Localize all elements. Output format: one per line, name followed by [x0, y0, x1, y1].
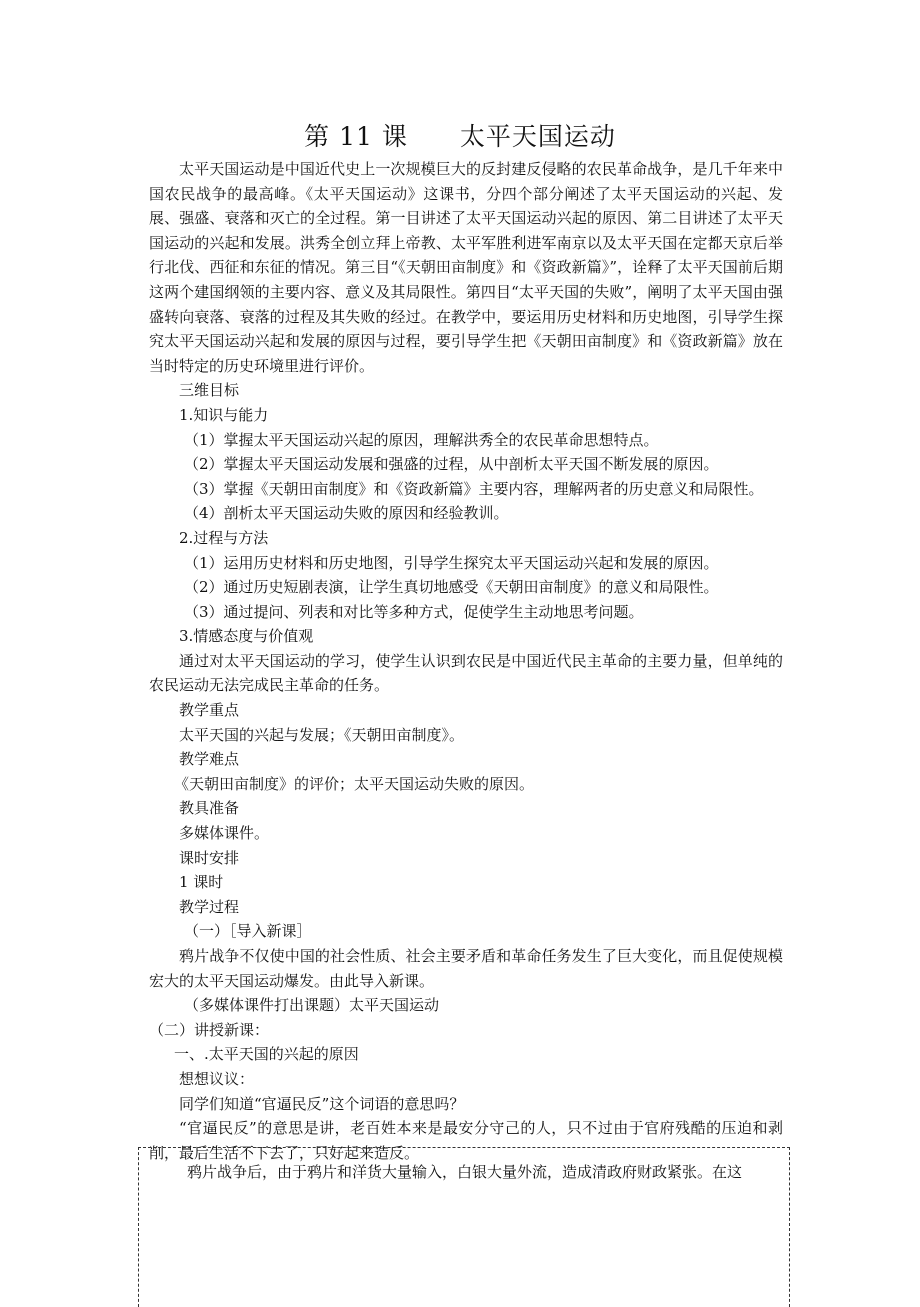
- schedule-heading: 课时安排: [179, 848, 240, 867]
- process-method-item: （3）通过提问、列表和对比等多种方式，促使学生主动地思考问题。: [184, 602, 644, 621]
- knowledge-item: （2）掌握太平天国运动发展和强盛的过程，从中剖析太平天国不断发展的原因。: [184, 455, 719, 474]
- think-heading: 想想议议：: [179, 1069, 255, 1088]
- key-points-heading: 教学重点: [179, 701, 240, 720]
- emotion-heading: 3.情感态度与价值观: [179, 627, 314, 646]
- intro-lesson-heading: （一）［导入新课］: [184, 922, 312, 941]
- goals-heading: 三维目标: [179, 381, 240, 400]
- process-method-item: （1）运用历史材料和历史地图，引导学生探究太平天国运动兴起和发展的原因。: [184, 553, 719, 572]
- tools-heading: 教具准备: [179, 799, 240, 818]
- intro-paragraph: 太平天国运动是中国近代史上一次规模巨大的反封建反侵略的农民革命战争，是几千年来中国农民战争的最高峰。《太平天国运动》这课书，分四个部分阐述了太平天国运动的兴起、发展、强盛、衰落和灭亡的全过程。第一目讲述了太平天国运动兴起的原因、第二目讲述了太平天国运动的兴起和发展。洪秀全创立拜上帝教、太平军胜利进军南京以及太平天国在定都天京后举行北伐、西征和东征的情况。第三目“《天朝田亩制度》和《资政新篇》”，诠释了太平天国前后期这两个建国纲领的主要内容、意义及其局限性。第四目“太平天国的失败”，阐明了太平天国由强盛转向衰落、衰落的过程及其失败的经过。在教学中，要运用历史材料和历史地图，引导学生探究太平天国运动兴起和发展的原因与过程，要引导学生把《天朝田亩制度》和《资政新篇》放在当时特定的历史环境里进行评价。: [149, 160, 783, 375]
- lesson-name: 太平天国运动: [459, 122, 616, 151]
- process-method-heading: 2.过程与方法: [179, 528, 269, 547]
- key-points-text: 太平天国的兴起与发展；《天朝田亩制度》。: [179, 725, 465, 744]
- process-method-item: （2）通过历史短剧表演，让学生真切地感受《天朝田亩制度》的意义和局限性。: [184, 578, 719, 597]
- emotion-text: 通过对太平天国运动的学习，使学生认识到农民是中国近代民主革命的主要力量，但单纯的农民运动无法完成民主革命的任务。: [149, 651, 783, 695]
- tools-text: 多媒体课件。: [179, 824, 270, 843]
- document-body: [149, 157, 783, 1165]
- schedule-text: 1 课时: [179, 873, 224, 892]
- teaching-process-heading: 教学过程: [179, 897, 240, 916]
- question-text: 同学们知道“官逼民反”这个词语的意思吗？: [179, 1094, 465, 1113]
- knowledge-item: （4）剖析太平天国运动失败的原因和经验教训。: [184, 504, 509, 523]
- dashed-text-box: [138, 1147, 790, 1307]
- lesson-number: 第 11 课: [304, 122, 408, 151]
- intro-lesson-note: （多媒体课件打出课题）太平天国运动: [184, 996, 440, 1015]
- knowledge-item: （3）掌握《天朝田亩制度》和《资政新篇》主要内容，理解两者的历史意义和局限性。: [184, 479, 764, 498]
- page-title: [0, 120, 920, 154]
- knowledge-item: （1）掌握太平天国运动兴起的原因，理解洪秀全的农民革命思想特点。: [184, 430, 659, 449]
- section-heading: 一、.太平天国的兴起的原因: [174, 1045, 359, 1064]
- boxed-text: 鸦片战争后，由于鸦片和洋货大量输入，白银大量外流，造成清政府财政紧张。在这: [187, 1163, 743, 1181]
- difficulties-heading: 教学难点: [179, 750, 240, 769]
- answer-text: “官逼民反”的意思是讲，老百姓本来是最安分守己的人，只不过由于官府残酷的压迫和剥削，最后生活不下去了，只好起来造反。: [149, 1119, 783, 1162]
- difficulties-text: 《天朝田亩制度》的评价；太平天国运动失败的原因。: [174, 774, 535, 793]
- intro-lesson-text: 鸦片战争不仅使中国的社会性质、社会主要矛盾和革命任务发生了巨大变化，而且促使规模宏大的太平天国运动爆发。由此导入新课。: [149, 947, 783, 990]
- knowledge-heading: 1.知识与能力: [179, 405, 269, 424]
- lecture-heading: （二）讲授新课：: [149, 1020, 270, 1039]
